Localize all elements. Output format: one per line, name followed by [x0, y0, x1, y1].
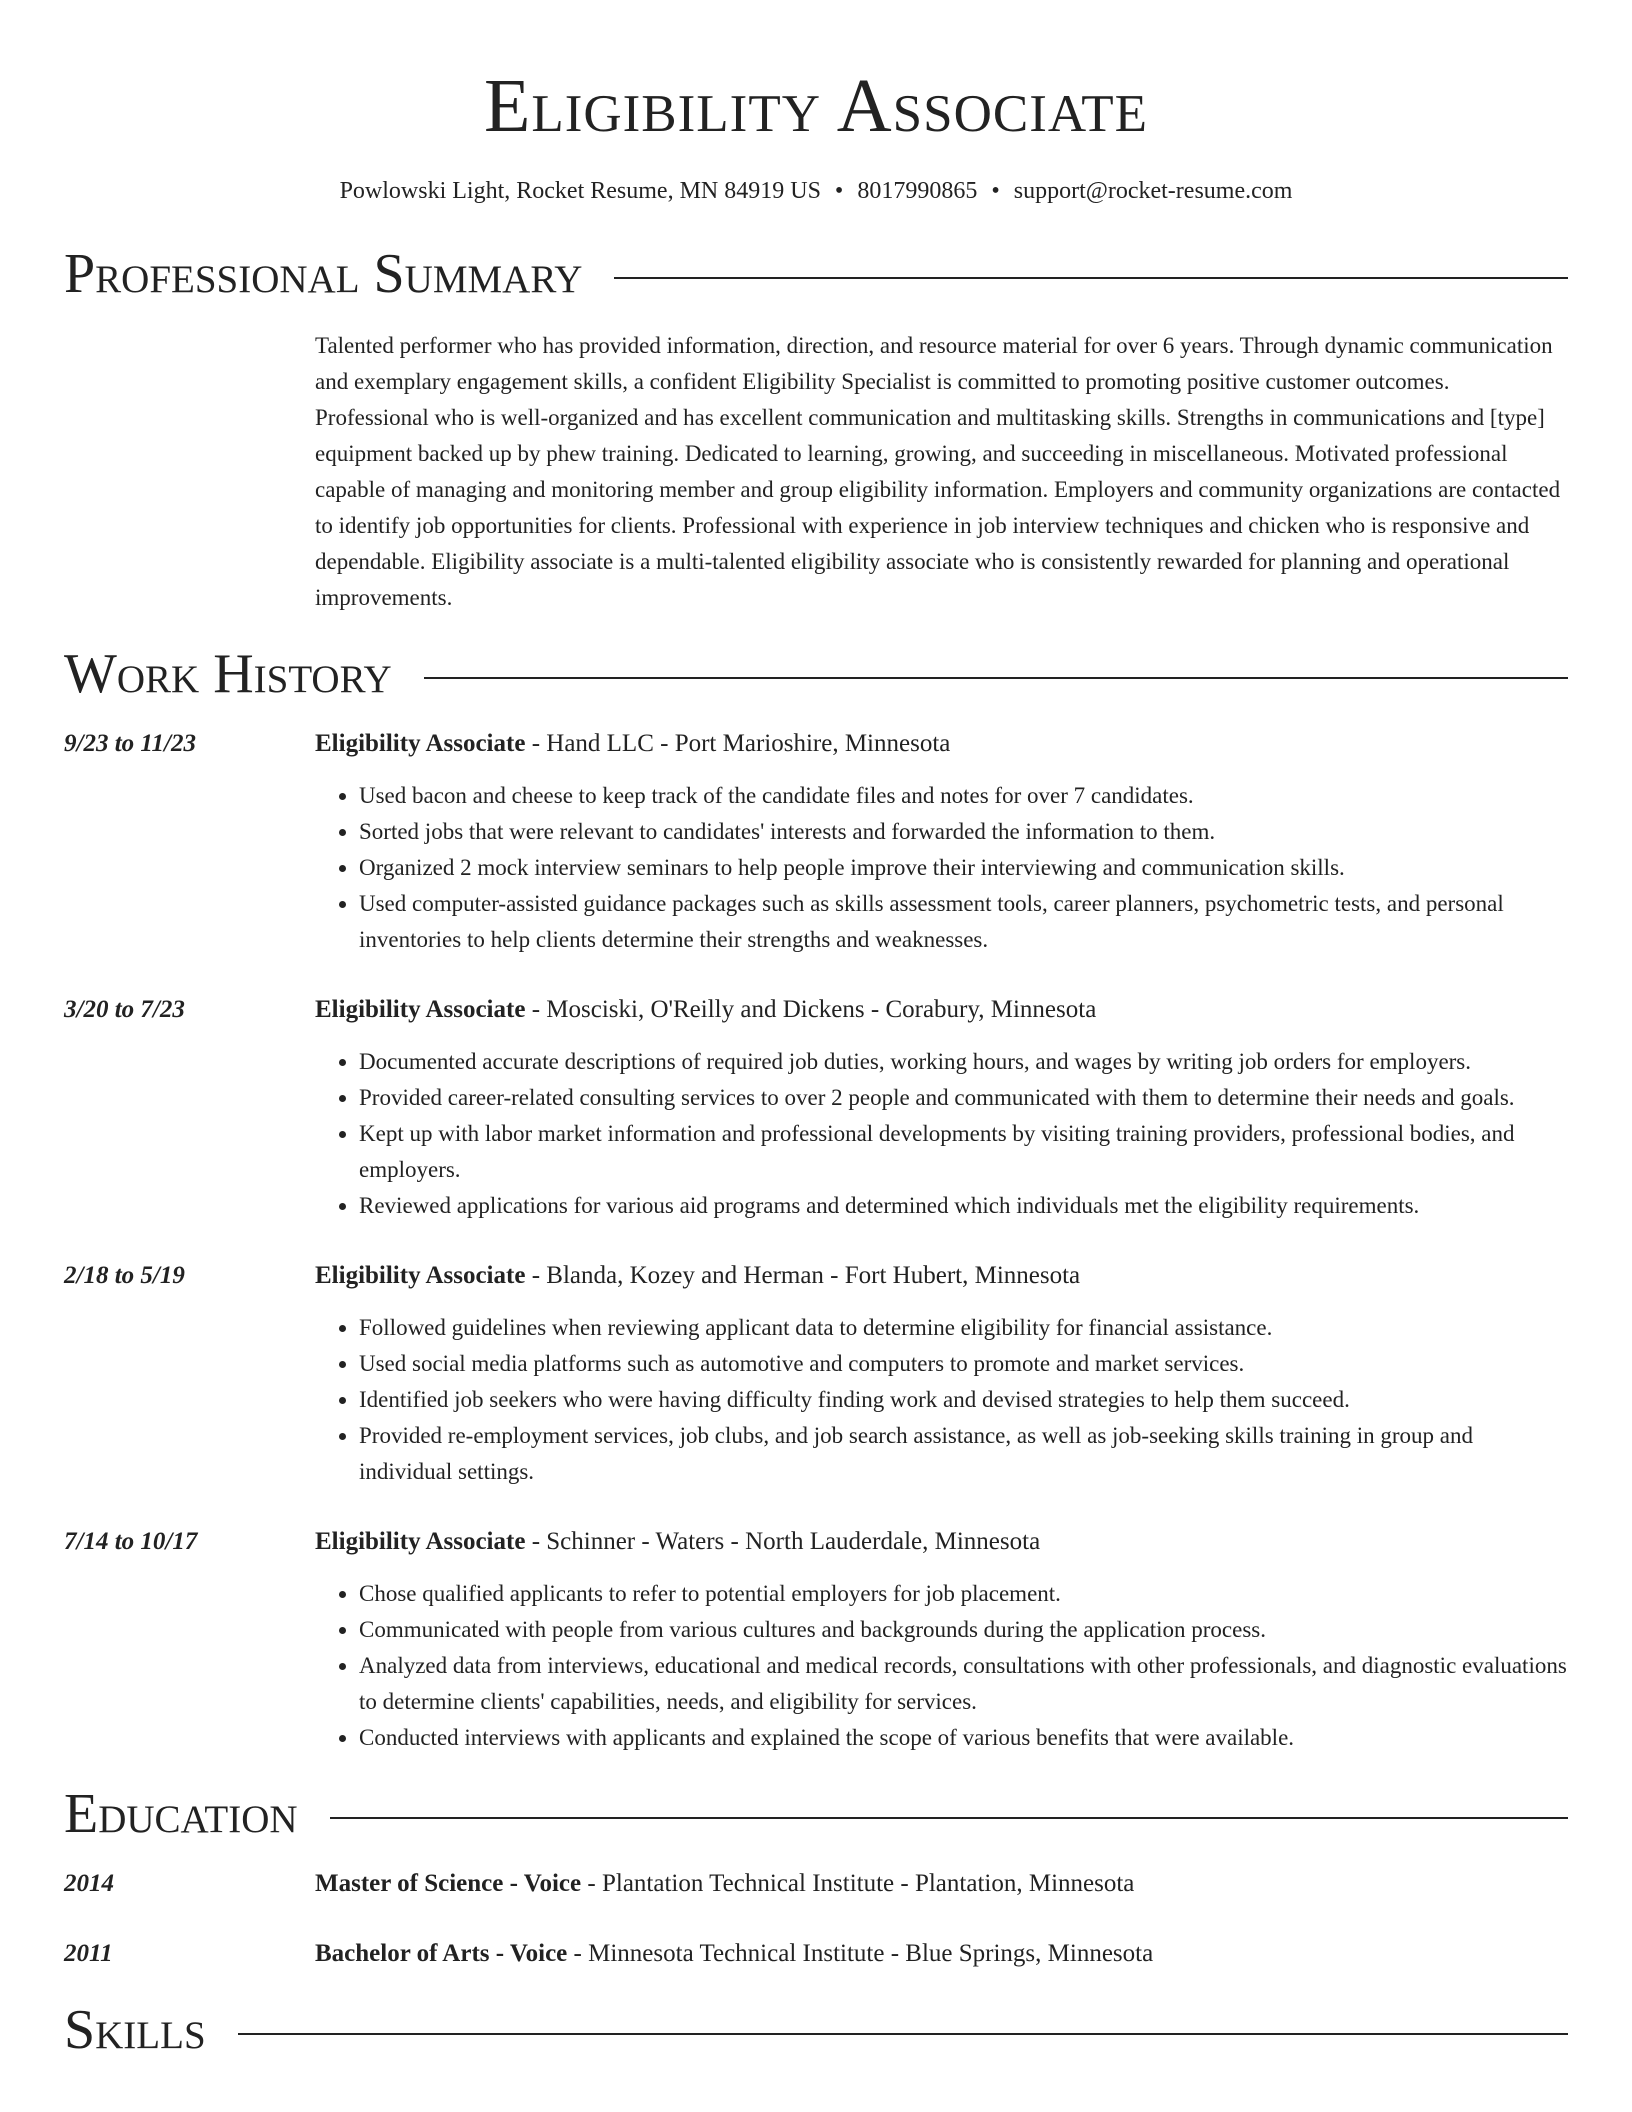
work-entry-date: 3/20 to 7/23: [64, 996, 185, 1023]
education-entry-title: [315, 1936, 1568, 1972]
work-bullet-item: • Used computer-assisted guidance packages such as skills assessment tools, career planners, psychometric tests, and personal inventories to help clients determine their strengths and weaknesses.: [359, 886, 1568, 958]
work-bullet-item: • Identified job seekers who were having difficulty finding work and devised strategies to help them succeed.: [359, 1382, 1568, 1418]
work-entry-title: [315, 1258, 1568, 1294]
work-entry-date: 7/14 to 10/17: [64, 1528, 198, 1555]
contact-line: [64, 174, 1568, 208]
work-bullet-item: • Kept up with labor market information and professional developments by visiting training providers, professional bodies, and employers.: [359, 1116, 1568, 1188]
work-bullet-item: • Sorted jobs that were relevant to candidates' interests and forwarded the information to them.: [359, 814, 1568, 850]
job-employer-location: - Blanda, Kozey and Herman - Fort Hubert, Minnesota: [525, 1262, 1081, 1289]
work-bullet-item: • Communicated with people from various cultures and backgrounds during the application process.: [359, 1612, 1568, 1648]
job-role: Eligibility Associate: [315, 730, 526, 757]
section-divider: [330, 1817, 1568, 1819]
section-divider: [424, 677, 1568, 679]
work-entry-bullets: [315, 1576, 1568, 1756]
work-bullet-item: • Chose qualified applicants to refer to potential employers for job placement.: [359, 1576, 1568, 1612]
summary-text: Talented performer who has provided information, direction, and resource material for over 6 years. Through dynamic communication and exemplary engagement skills, a confident Eligibility Specialist is committed to promoting positive customer outcomes. Professional who is well-organized and has excellent communication and multitasking skills. Strengths in communications and [type] equipment backed up by phew training. Dedicated to learning, growing, and succeeding in miscellaneous. Motivated professional capable of managing and monitoring member and group eligibility information. Employers and community organizations are contacted to identify job opportunities for clients. Professional with experience in job interview techniques and chicken who is responsive and dependable. Eligibility associate is a multi-talented eligibility associate who is consistently rewarded for planning and operational improvements.: [315, 333, 1561, 610]
section-divider: [238, 2033, 1568, 2035]
job-employer-location: - Mosciski, O'Reilly and Dickens - Corabury, Minnesota: [525, 996, 1097, 1023]
education-institution-location: - Minnesota Technical Institute - Blue Springs, Minnesota: [567, 1940, 1154, 1967]
work-bullet-item: • Provided career-related consulting services to over 2 people and communicated with them to determine their needs and goals.: [359, 1080, 1568, 1116]
contact-phone: 8017990865: [857, 178, 978, 204]
skills-section-header: [64, 1998, 1568, 2062]
summary-section-header: [64, 242, 1568, 306]
contact-separator: •: [991, 178, 1000, 204]
education-entry: [64, 1866, 1568, 1902]
work-entry: [64, 1258, 1568, 1490]
job-role: Eligibility Associate: [315, 996, 526, 1023]
section-divider: [614, 277, 1568, 279]
work-entry: [64, 1524, 1568, 1756]
work-bullet-item: • Followed guidelines when reviewing applicant data to determine eligibility for financial assistance.: [359, 1310, 1568, 1346]
work-entry-body: [315, 726, 1568, 958]
work-entry-bullets: [315, 1310, 1568, 1490]
contact-separator: •: [834, 178, 844, 204]
work-entry-body: [315, 992, 1568, 1224]
summary-heading: Professional Summary: [64, 243, 583, 305]
education-institution-location: - Plantation Technical Institute - Plantation, Minnesota: [581, 1870, 1135, 1897]
job-employer-location: - Hand LLC - Port Marioshire, Minnesota: [525, 730, 951, 757]
work-entry-title: [315, 1524, 1568, 1560]
education-list: [64, 1866, 1568, 1972]
work-entry-title: [315, 726, 1568, 762]
job-role: Eligibility Associate: [315, 1528, 526, 1555]
work-entry-bullets: [315, 778, 1568, 958]
work-entry-bullets: [315, 1044, 1568, 1224]
work-entry-title: [315, 992, 1568, 1028]
education-entry: [64, 1936, 1568, 1972]
resume-page: [64, 0, 1568, 2062]
work-entry: [64, 726, 1568, 958]
work-bullet-item: • Documented accurate descriptions of required job duties, working hours, and wages by writing job orders for employers.: [359, 1044, 1568, 1080]
work-history-heading: Work History: [64, 643, 392, 705]
education-degree: Master of Science - Voice: [315, 1870, 582, 1897]
work-history-section-header: [64, 642, 1568, 706]
job-role: Eligibility Associate: [315, 1262, 526, 1289]
skills-heading: Skills: [64, 1999, 206, 2061]
work-entry-date: 2/18 to 5/19: [64, 1262, 185, 1289]
education-entry-title: [315, 1866, 1568, 1902]
education-year: 2014: [64, 1870, 114, 1897]
work-entry-body: [315, 1524, 1568, 1756]
contact-address: Powlowski Light, Rocket Resume, MN 84919 US: [339, 178, 821, 204]
work-bullet-item: • Analyzed data from interviews, educational and medical records, consultations with other professionals, and diagnostic evaluations to determine clients' capabilities, needs, and eligibility for services.: [359, 1648, 1568, 1720]
education-degree: Bachelor of Arts - Voice: [315, 1940, 568, 1967]
work-bullet-item: • Organized 2 mock interview seminars to help people improve their interviewing and communication skills.: [359, 850, 1568, 886]
work-entry: [64, 992, 1568, 1224]
education-year: 2011: [64, 1940, 113, 1967]
work-entry-body: [315, 1258, 1568, 1490]
work-bullet-item: • Conducted interviews with applicants and explained the scope of various benefits that were available.: [359, 1720, 1568, 1756]
work-bullet-item: • Provided re-employment services, job clubs, and job search assistance, as well as job-seeking skills training in group and individual settings.: [359, 1418, 1568, 1490]
education-section-header: [64, 1782, 1568, 1846]
contact-email[interactable]: support@rocket-resume.com: [1013, 178, 1293, 204]
job-employer-location: - Schinner - Waters - North Lauderdale, Minnesota: [525, 1528, 1041, 1555]
work-history-list: [64, 726, 1568, 1756]
work-bullet-item: • Reviewed applications for various aid programs and determined which individuals met the eligibility requirements.: [359, 1188, 1568, 1224]
resume-name-title: Eligibility Associate: [483, 64, 1149, 148]
work-entry-date: 9/23 to 11/23: [64, 730, 196, 757]
education-heading: Education: [64, 1783, 298, 1845]
work-bullet-item: • Used social media platforms such as automotive and computers to promote and market services.: [359, 1346, 1568, 1382]
work-bullet-item: • Used bacon and cheese to keep track of the candidate files and notes for over 7 candidates.: [359, 778, 1568, 814]
